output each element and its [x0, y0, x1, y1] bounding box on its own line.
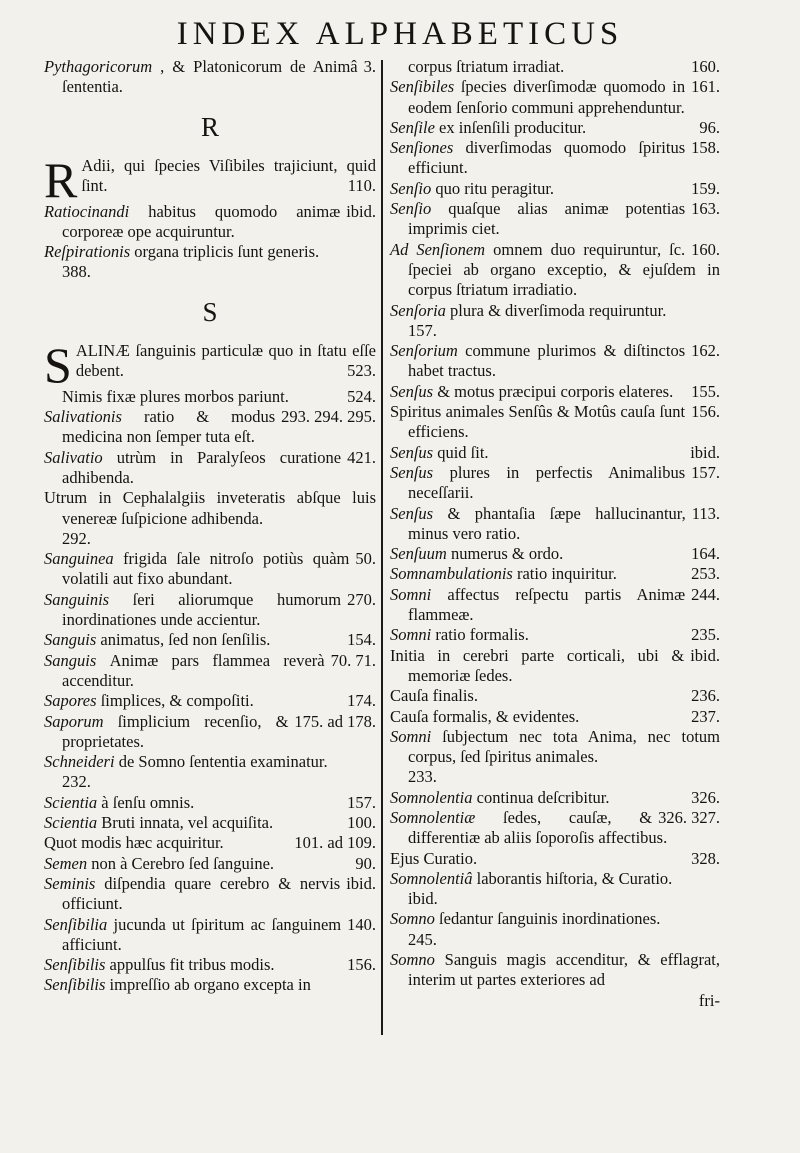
index-entry	[390, 788, 720, 808]
index-entry	[44, 651, 376, 692]
entry-text: Sanguis magis accenditur, & efflagrat, interim ut partes exteriores ad	[408, 950, 721, 990]
entry-page: 96.	[699, 117, 720, 137]
entry-keyword: Senſibilis	[44, 975, 106, 995]
entry-page: 421.	[347, 447, 376, 467]
entry-text: non à Cerebro ſed ſanguine.	[91, 853, 275, 873]
entry-text: ibid.	[408, 889, 438, 909]
entry-text: Adii, qui ſpecies Viſibiles trajiciunt, quid ſint.	[81, 155, 376, 195]
entry-keyword: Senſio	[390, 178, 432, 198]
entry-text: jucunda ut ſpiritum ac ſanguinem afficiunt.	[62, 914, 342, 954]
entry-keyword: Somnambulationis	[390, 564, 513, 584]
entry-keyword: Senſus	[390, 503, 434, 523]
entry-page: ibid.	[346, 873, 376, 893]
entry-keyword: Senſiones	[390, 138, 454, 158]
left-column	[44, 57, 376, 996]
index-entry	[44, 854, 376, 874]
entry-text: Nimis fixæ plures morbos pariunt.	[62, 386, 289, 406]
entry-text: 232.	[62, 772, 91, 792]
entry-text: Quot modis hæc acquiritur.	[44, 833, 224, 853]
column-rule	[381, 60, 383, 1035]
entry-page: 157.	[691, 462, 720, 482]
section-letter: S	[202, 296, 218, 327]
index-entry	[44, 955, 376, 975]
entry-keyword: Senſibilia	[44, 914, 108, 934]
drop-initial: R	[44, 151, 78, 208]
entry-keyword: Reſpirationis	[44, 242, 131, 262]
entry-page: 163.	[691, 199, 720, 219]
entry-text: ſimplicium recenſio, & proprietates.	[62, 711, 289, 751]
index-entry	[390, 199, 720, 240]
entry-page: 524.	[347, 386, 376, 406]
index-entry	[44, 793, 376, 813]
entry-text: quaſque alias animæ potentias imprimis ciet.	[408, 199, 686, 239]
entry-keyword: Ad Senſionem	[390, 239, 486, 259]
index-entry	[44, 448, 376, 489]
entry-page: ibid.	[346, 201, 376, 221]
index-entry	[44, 242, 376, 262]
entry-text: animatus, ſed non ſenſilis.	[100, 630, 271, 650]
entry-keyword: Saporum	[44, 711, 104, 731]
entry-page: 156.	[691, 402, 720, 422]
entry-text: quo ritu peragitur.	[435, 178, 555, 198]
entry-page: 155.	[691, 381, 720, 401]
entry-text: ſpecies diverſimodæ quomodo in eodem ſenſorio communi apprehenduntur.	[408, 77, 686, 117]
index-entry	[44, 833, 376, 853]
entry-keyword: Schneideri	[44, 752, 115, 772]
entry-page: 70. 71.	[330, 650, 376, 670]
index-entry	[44, 262, 376, 282]
entry-text: omnem duo requiruntur, ſc. ſpeciei ab organo exceptio, & ejuſdem in corpus ſtriatum irradiatio.	[408, 239, 720, 300]
entry-text: continua deſcribitur.	[476, 787, 610, 807]
index-entry	[390, 625, 720, 645]
entry-keyword: Senſus	[390, 442, 434, 462]
entry-keyword: Scientia	[44, 813, 98, 833]
entry-page: ibid.	[690, 442, 720, 462]
entry-text: ALINÆ ſanguinis particulæ quo in ſtatu eſſe debent.	[75, 340, 376, 381]
index-entry	[390, 686, 720, 706]
entry-keyword: Scientia	[44, 792, 98, 812]
entry-text: 388.	[62, 262, 91, 282]
entry-text: ratio inquiritur.	[516, 564, 617, 584]
entry-page: 160.	[691, 239, 720, 259]
entry-text: 233.	[408, 767, 437, 787]
entry-text: 245.	[408, 929, 437, 949]
index-entry	[390, 382, 720, 402]
entry-keyword: Somni	[390, 726, 432, 746]
entry-keyword: Semen	[44, 853, 88, 873]
entry-keyword: Sapores	[44, 691, 97, 711]
index-entry	[44, 549, 376, 590]
index-entry	[44, 590, 376, 631]
entry-page: 154.	[347, 630, 376, 650]
entry-text: Initia in cerebri parte corticali, ubi & memoriæ ſedes.	[390, 645, 685, 685]
entry-text: Bruti innata, vel acquiſita.	[101, 813, 274, 833]
entry-keyword: Somnolentiâ	[390, 868, 473, 888]
entry-text: affectus reſpectu partis Animæ flammeæ.	[408, 584, 686, 625]
entry-keyword: Seminis	[44, 873, 96, 893]
entry-page: 175. ad 178.	[294, 711, 376, 731]
index-entry	[390, 707, 720, 727]
entry-page: 235.	[691, 625, 720, 645]
entry-keyword: Senſorium	[390, 341, 458, 361]
entry-text: commune plurimos & diſtinctos habet tractus.	[408, 341, 686, 381]
entry-keyword: Senſile	[390, 117, 435, 137]
entry-text: numerus & ordo.	[450, 544, 564, 564]
entry-page: 162.	[691, 341, 720, 361]
entry-text: diſpendia quare cerebro & nervis officiunt.	[62, 873, 341, 914]
entry-keyword: Sanguis	[44, 630, 97, 650]
index-entry	[44, 57, 376, 98]
index-entry	[390, 402, 720, 443]
entry-page: 101. ad 109.	[294, 833, 376, 853]
entry-text: fri-	[698, 990, 720, 1010]
index-entry	[390, 179, 720, 199]
drop-initial: S	[44, 336, 72, 393]
entry-page: 326.	[691, 787, 720, 807]
entry-page: 90.	[355, 853, 376, 873]
index-entry	[44, 336, 376, 393]
index-entry	[390, 443, 720, 463]
index-entry	[44, 151, 376, 208]
entry-keyword: Sanguinea	[44, 549, 114, 569]
index-entry	[390, 138, 720, 179]
index-entry	[390, 463, 720, 504]
index-entry	[44, 752, 376, 772]
entry-text: appulſus fit tribus modis.	[109, 955, 275, 975]
index-entry	[390, 301, 720, 321]
entry-text: ratio formalis.	[435, 625, 529, 645]
entry-text: Cauſa formalis, & evidentes.	[390, 706, 580, 726]
entry-text: utrùm in Paralyſeos curatione adhibenda.	[62, 447, 342, 487]
section-letter: R	[200, 111, 219, 142]
entry-text: ſimplices, & compoſiti.	[100, 691, 254, 711]
entry-text: diverſimodas quomodo ſpiritus efficiunt.	[408, 138, 686, 178]
index-entry	[390, 118, 720, 138]
index-entry	[390, 889, 720, 909]
entry-keyword: Somno	[390, 909, 435, 929]
entry-page: 237.	[691, 706, 720, 726]
entry-text: plures in perfectis Animalibus neceſſarii.	[408, 462, 686, 503]
entry-text: Spiritus animales Senſûs & Motûs cauſa ſunt efficiens.	[390, 402, 686, 442]
entry-text: Utrum in Cephalalgiis inveteratis abſque luis venereæ ſuſpicione adhibenda.	[44, 488, 376, 528]
index-entry	[390, 767, 720, 787]
entry-keyword: Senſibiles	[390, 77, 455, 97]
index-entry	[44, 691, 376, 711]
entry-keyword: Salivatio	[44, 447, 103, 467]
index-entry	[390, 504, 720, 545]
entry-keyword: Somni	[390, 625, 432, 645]
catchword	[390, 991, 720, 1011]
entry-text: quid ſit.	[437, 442, 489, 462]
entry-page: 160.	[691, 57, 720, 76]
entry-text: Ejus Curatio.	[390, 848, 478, 868]
entry-text: à ſenſu omnis.	[101, 792, 195, 812]
entry-text: Cauſa finalis.	[390, 686, 478, 706]
entry-page: 523.	[347, 361, 376, 381]
entry-text: 292.	[62, 528, 91, 548]
entry-text: de Somno ſententia examinatur.	[118, 752, 328, 772]
entry-keyword: Salivationis	[44, 407, 122, 427]
entry-text: ex inſenſili producitur.	[439, 117, 587, 137]
index-entry	[390, 57, 720, 77]
index-entry	[44, 915, 376, 956]
entry-page: 174.	[347, 691, 376, 711]
index-entry	[44, 407, 376, 448]
index-entry	[390, 950, 720, 991]
entry-page: 3.	[363, 57, 376, 76]
entry-text: 157.	[408, 320, 437, 340]
entry-text: ſeri aliorumque humorum inordinationes unde accientur.	[62, 589, 342, 630]
entry-text: Animæ pars flammea reverà accenditur.	[62, 650, 325, 690]
index-entry	[390, 727, 720, 768]
entry-keyword: Senſio	[390, 199, 432, 219]
index-entry	[390, 909, 720, 929]
index-entry	[44, 813, 376, 833]
index-entry	[390, 930, 720, 950]
entry-keyword: Senſuum	[390, 544, 447, 564]
entry-text: & motus præcipui corporis elateres.	[437, 381, 674, 401]
index-entry	[390, 544, 720, 564]
entry-text: ſedantur ſanguinis inordinationes.	[439, 909, 661, 929]
page-header: INDEX ALPHABETICUS	[176, 16, 624, 52]
index-entry	[44, 772, 376, 792]
entry-page: 157.	[347, 792, 376, 812]
entry-text: impreſſio ab organo excepta in	[109, 975, 311, 995]
entry-keyword: Ratiocinandi	[44, 201, 130, 221]
entry-text: organa triplicis ſunt generis.	[134, 242, 320, 262]
entry-page: 161.	[691, 77, 720, 97]
entry-page: 236.	[691, 686, 720, 706]
right-column	[390, 57, 720, 1011]
entry-keyword: Senſoria	[390, 300, 446, 320]
entry-page: 328.	[691, 848, 720, 868]
entry-page: 164.	[691, 544, 720, 564]
entry-page: 326. 327.	[658, 807, 720, 827]
entry-page: 100.	[347, 813, 376, 833]
entry-page: 253.	[691, 564, 720, 584]
index-entry	[390, 849, 720, 869]
entry-text: habitus quomodo animæ corporeæ ope acquiruntur.	[62, 201, 341, 241]
entry-keyword: Somni	[390, 584, 432, 604]
entry-page: 50.	[355, 549, 376, 569]
index-entry	[44, 387, 376, 407]
index-entry	[44, 488, 376, 529]
entry-page: 113.	[691, 503, 720, 523]
entry-keyword: Somnolentiæ	[390, 807, 476, 827]
entry-page: 158.	[691, 138, 720, 158]
entry-text: frigida ſale nitroſo potiùs quàm volatili aut fixo abundant.	[62, 549, 350, 589]
entry-page: 270.	[347, 589, 376, 609]
entry-keyword: Somno	[390, 950, 435, 970]
entry-text: corpus ſtriatum irradiat.	[408, 57, 565, 76]
entry-page: 244.	[691, 584, 720, 604]
index-entry	[44, 712, 376, 753]
entry-text: laborantis hiſtoria, & Curatio.	[476, 868, 673, 888]
entry-page: 140.	[347, 914, 376, 934]
index-entry	[390, 869, 720, 889]
index-entry	[390, 646, 720, 687]
entry-keyword: Senſus	[390, 381, 434, 401]
index-entry	[44, 202, 376, 243]
index-entry	[390, 585, 720, 626]
index-entry	[44, 630, 376, 650]
index-entry	[390, 808, 720, 849]
entry-page: 293. 294. 295.	[281, 407, 376, 427]
entry-text: ratio & modus medicina non ſemper tuta eſt.	[62, 407, 276, 447]
entry-text: ſubjectum nec tota Anima, nec totum corpus, ſed ſpiritus animales.	[408, 726, 720, 767]
entry-text: plura & diverſimoda requiruntur.	[450, 300, 667, 320]
entry-text: ſedes, cauſæ, & differentiæ ab aliis ſoporoſis affectibus.	[408, 807, 668, 848]
entry-keyword: Pythagoricorum	[44, 57, 153, 76]
index-entry	[390, 341, 720, 382]
index-entry	[390, 77, 720, 118]
index-entry	[390, 240, 720, 301]
entry-text: , & Platonicorum de Animâ ſententia.	[62, 57, 358, 97]
entry-keyword: Sanguinis	[44, 589, 110, 609]
entry-keyword: Somnolentia	[390, 787, 473, 807]
entry-keyword: Sanguis	[44, 650, 97, 670]
index-entry	[44, 874, 376, 915]
entry-keyword: Senſus	[390, 462, 434, 482]
entry-page: 110.	[347, 175, 376, 195]
index-entry	[390, 564, 720, 584]
entry-page: ibid.	[690, 645, 720, 665]
index-entry	[44, 529, 376, 549]
entry-keyword: Senſibilis	[44, 955, 106, 975]
index-entry	[390, 321, 720, 341]
entry-text: & phantaſia ſæpe hallucinantur, minus vero ratio.	[408, 503, 686, 543]
entry-page: 156.	[347, 955, 376, 975]
entry-page: 159.	[691, 178, 720, 198]
index-entry	[44, 975, 376, 995]
